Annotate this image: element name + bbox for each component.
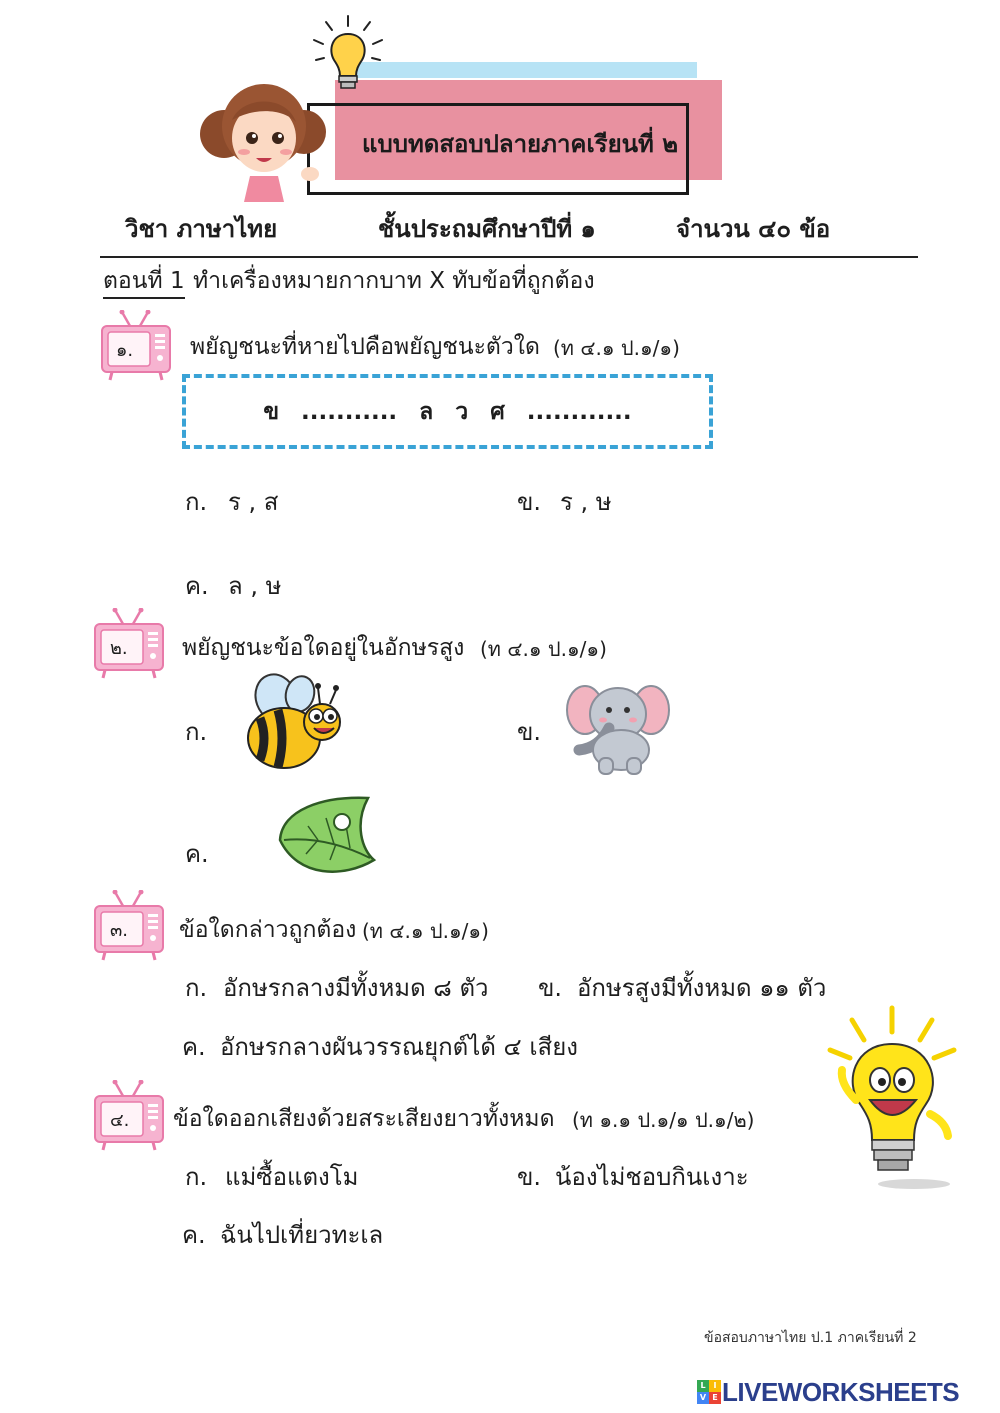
question-text: ข้อใดออกเสียงด้วยสระเสียงยาวทั้งหมด (173, 1106, 555, 1132)
liveworksheets-logo-icon (697, 1380, 721, 1404)
question-number: ๔. (110, 1110, 130, 1131)
option-label[interactable]: ก. (185, 1163, 208, 1191)
option-text[interactable]: อักษรสูงมีทั้งหมด ๑๑ ตัว (577, 974, 827, 1002)
option-label[interactable]: ค. (182, 1033, 206, 1061)
option-label[interactable]: ก. (185, 488, 208, 516)
question-number: ๓. (110, 920, 129, 941)
sequence-text: ข ........... ล ว ศ ............ (263, 399, 632, 425)
tv-number-icon (93, 890, 167, 964)
header-divider (100, 256, 918, 258)
option-label[interactable]: ข. (517, 1163, 542, 1191)
page-title: แบบทดสอบปลายภาคเรียนที่ ๒ (362, 130, 679, 158)
tv-number-icon (93, 608, 167, 682)
question-ref: (ท ๔.๑ ป.๑/๑) (553, 336, 680, 360)
option-label[interactable]: ก. (185, 974, 208, 1002)
lightbulb-mascot-icon (826, 1004, 962, 1192)
option-label[interactable]: ค. (185, 572, 209, 600)
tv-number-icon (100, 310, 174, 384)
option-text[interactable]: ล , ษ (228, 572, 282, 600)
question-count: จำนวน ๔๐ ข้อ (676, 215, 831, 243)
footer-note: ข้อสอบภาษาไทย ป.1 ภาคเรียนที่ 2 (704, 1330, 917, 1346)
option-text[interactable]: ร , ษ (560, 488, 612, 516)
leaf-icon[interactable] (272, 796, 378, 878)
question-text: ข้อใดกล่าวถูกต้อง (179, 917, 357, 943)
question-ref: (ท ๔.๑ ป.๑/๑) (480, 637, 607, 661)
grade-label: ชั้นประถมศึกษาปีที่ ๑ (378, 215, 596, 243)
logo-tile: E (709, 1392, 721, 1404)
subject-label: วิชา ภาษาไทย (125, 215, 278, 243)
option-label[interactable]: ข. (538, 974, 563, 1002)
logo-tile: L (697, 1380, 709, 1392)
question-ref: (ท ๑.๑ ป.๑/๑ ป.๑/๒) (572, 1108, 755, 1132)
question-text: พยัญชนะข้อใดอยู่ในอักษรสูง (182, 635, 465, 661)
banner-blue-strip (345, 62, 697, 78)
logo-tile: I (709, 1380, 721, 1392)
option-label[interactable]: ก. (185, 718, 208, 746)
brand-wordmark[interactable]: LIVEWORKSHEETS (722, 1377, 960, 1407)
option-text[interactable]: ฉันไปเที่ยวทะเล (220, 1221, 384, 1249)
question-text: พยัญชนะที่หายไปคือพยัญชนะตัวใด (190, 334, 540, 360)
option-label[interactable]: ค. (185, 840, 209, 868)
logo-tile: V (697, 1392, 709, 1404)
option-text[interactable]: น้องไม่ชอบกินเงาะ (555, 1163, 749, 1191)
section-label: ตอนที่ 1 (103, 270, 185, 299)
option-text[interactable]: แม่ซื้อแตงโม (225, 1163, 359, 1191)
question-number: ๑. (116, 340, 134, 361)
question-number: ๒. (110, 638, 128, 659)
option-label[interactable]: ค. (182, 1221, 206, 1249)
option-text[interactable]: ร , ส (228, 488, 279, 516)
girl-illustration (198, 76, 332, 202)
option-label[interactable]: ข. (517, 488, 542, 516)
question-ref: (ท ๔.๑ ป.๑/๑) (362, 919, 489, 943)
tv-number-icon (93, 1080, 167, 1154)
section-instruction: ทำเครื่องหมายกากบาท X ทับข้อที่ถูกต้อง (193, 268, 595, 294)
option-text[interactable]: อักษรกลางมีทั้งหมด ๘ ตัว (223, 974, 489, 1002)
option-label[interactable]: ข. (517, 718, 542, 746)
bee-icon[interactable] (238, 672, 348, 778)
elephant-icon[interactable] (565, 676, 671, 776)
option-text[interactable]: อักษรกลางผันวรรณยุกต์ได้ ๔ เสียง (220, 1033, 578, 1061)
